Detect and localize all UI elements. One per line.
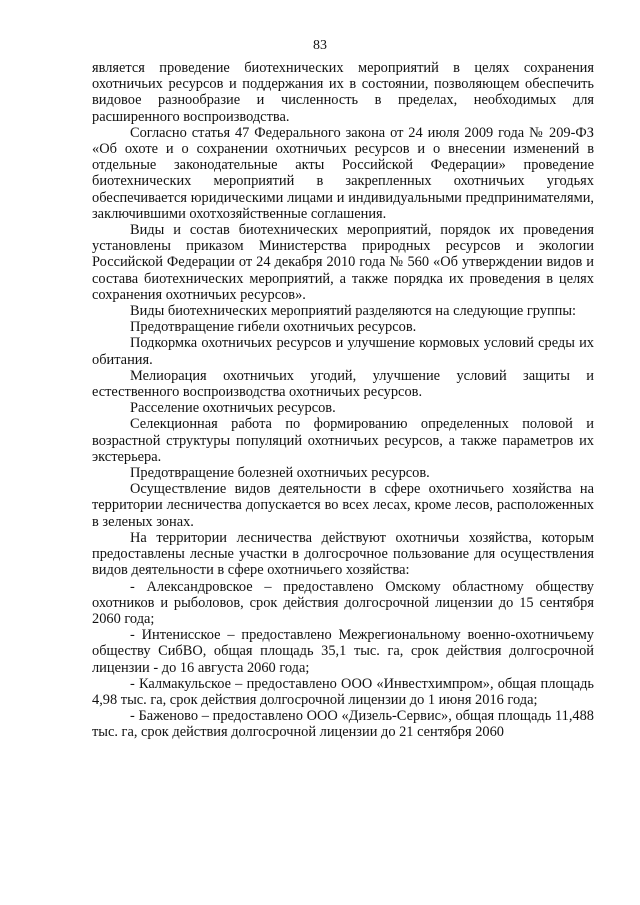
list-item-disease-prevention: Предотвращение болезней охотничьих ресурсов.: [130, 465, 430, 482]
paragraph-federal-law: Согласно статья 47 Федерального закона от 24 июля 2009 года № 209-ФЗ «Об охоте и о сохранении охотничьих ресурсов и о внесении изменений в отдельные законодательные акты Российской Федерации» проведение биотехнических мероприятий в закрепленных охотничьих угодьях обеспечивается юридическими лицами и индивидуальными предпринимателями, заключившими охотхозяйственные соглашения.: [92, 124, 594, 222]
paragraph-groups-intro: Виды биотехнических мероприятий разделяются на следующие группы:: [130, 303, 577, 320]
body-text: [92, 60, 594, 741]
list-item-aleksandrovskoe: - Александровское – предоставлено Омскому областному обществу охотников и рыболовов, срок действия долгосрочной лицензии до 15 сентября 2060 года;: [92, 578, 594, 627]
paragraph-hunting-allowed: Осуществление видов деятельности в сфере охотничьего хозяйства на территории лесничества допускается во всех лесах, кроме лесов, расположенных в зеленых зонах.: [92, 481, 594, 530]
list-item-prevention-of-death: Предотвращение гибели охотничьих ресурсов.: [130, 319, 417, 336]
paragraph-hunting-farms-intro: На территории лесничества действуют охотничьи хозяйства, которым предоставлены лесные участки в долгосрочное пользование для осуществления видов деятельности в сфере охотничьего хозяйства:: [92, 529, 594, 579]
list-item-bazhenovo: - Баженово – предоставлено ООО «Дизель-Сервис», общая площадь 11,488 тыс. га, срок действия долгосрочной лицензии до 21 сентября 2060: [92, 708, 594, 741]
list-item-feeding: Подкормка охотничьих ресурсов и улучшение кормовых условий среды их обитания.: [92, 335, 594, 368]
list-item-intenisskoe: - Интенисское – предоставлено Межрегиональному военно-охотничьему обществу СибВО, общая площадь 35,1 тыс. га, срок действия долгосрочной лицензии - до 16 августа 2060 года;: [92, 627, 594, 676]
list-item-kalmakulskoe: - Калмакульское – предоставлено ООО «Инвестхимпром», общая площадь 4,98 тыс. га, срок действия долгосрочной лицензии до 1 июня 2016 года;: [92, 675, 594, 708]
list-item-melioration: Мелиорация охотничьих угодий, улучшение условий защиты и естественного воспроизводства охотничьих ресурсов.: [92, 367, 594, 401]
page-number: 83: [313, 38, 327, 53]
list-item-selection: Селекционная работа по формированию определенных половой и возрастной структуры популяций охотничьих ресурсов, а также параметров их экстерьера.: [92, 416, 594, 465]
paragraph-ministry-order: Виды и состав биотехнических мероприятий, порядок их проведения установлены приказом Министерства природных ресурсов и экологии Российской Федерации от 24 декабря 2010 года № 560 «Об утверждении видов и состава биотехнических мероприятий, а также порядка их проведения в целях сохранения охотничьих ресурсов».: [92, 222, 594, 303]
list-item-resettlement: Расселение охотничьих ресурсов.: [130, 400, 336, 417]
paragraph-biotech-purpose: является проведение биотехнических мероприятий в целях сохранения охотничьих ресурсов и поддержания их в состоянии, позволяющем обеспечить видовое разнообразие и численность в пределах, необходимых для расширенного воспроизводства.: [92, 60, 594, 125]
